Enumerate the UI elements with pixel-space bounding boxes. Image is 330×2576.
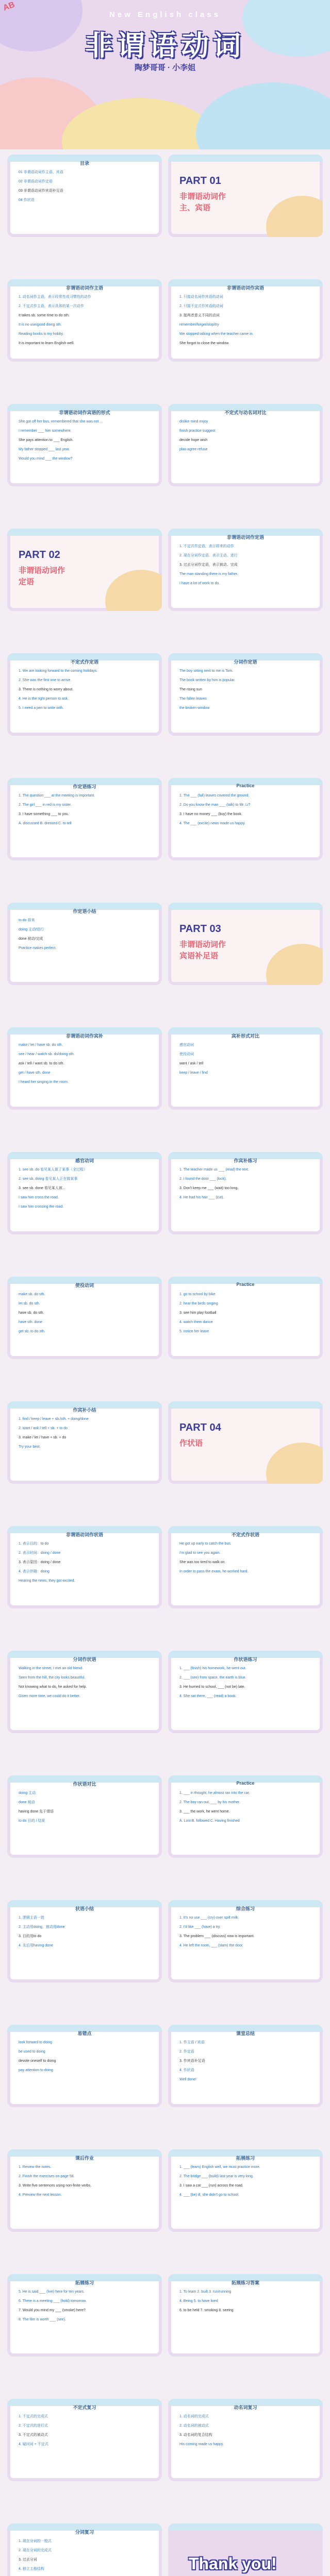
slide-text-line: 4. watch them dance xyxy=(179,1320,213,1324)
slide-text-line: 1. go to school by bike xyxy=(179,1293,216,1296)
section-title: 非谓语动词作 xyxy=(179,192,226,201)
slide-text-line: 2. She was the first one to arrive. xyxy=(19,679,72,682)
slide-heading: 作状语对比 xyxy=(73,1782,96,1787)
slide-text-line: doing 主动 xyxy=(19,1791,36,1795)
slide-text-line: 3. 过去分词作定语，表示被动、完成 xyxy=(179,563,238,567)
slide-text-line: My father stopped ___ last year. xyxy=(19,448,70,451)
slide-text-line: 3. 目的用to do xyxy=(19,1935,42,1938)
slide-top-band xyxy=(168,155,323,162)
slide-text-line: 2. 动名词的被动式 xyxy=(179,2424,209,2428)
slide-heading: 不定式作定语 xyxy=(70,659,98,665)
lesson-slide xyxy=(168,404,323,486)
lesson-slide xyxy=(168,529,323,611)
slide-top-band xyxy=(168,2523,323,2531)
slide-text-line: 2. The bridge ___ (build) last year is very long. xyxy=(179,2175,254,2178)
section-title: 非谓语动词作 xyxy=(19,566,65,575)
slide-text-line: 4. He is the right person to ask. xyxy=(19,697,69,701)
slide-text-line: It takes sb. some time to do sth. xyxy=(19,314,70,317)
lesson-slide xyxy=(7,1900,162,1982)
slide-text-line: get sb. to do sth. xyxy=(19,1330,45,1333)
section-title: 非谓语动词作 xyxy=(179,940,226,949)
slide-text-line: 3. 不定式的被动式 xyxy=(19,2433,48,2437)
slide-text-line: The book written by him is popular. xyxy=(179,679,236,682)
slide-heading: Practice xyxy=(236,1781,255,1786)
lesson-slide xyxy=(168,653,323,736)
slide-text-line: 5. notice her leave xyxy=(179,1330,209,1333)
slide-top-band xyxy=(7,529,162,536)
lesson-slide xyxy=(7,2274,162,2357)
section-part-label: PART 02 xyxy=(19,549,60,561)
slide-heading: 分词复习 xyxy=(75,2530,94,2535)
slide-text-line: 3. ___ the work, he went home. xyxy=(179,1810,230,1814)
slide-text-line: ask / tell / want sb. to do sth. xyxy=(19,1062,64,1065)
slide-text-line: He got up early to catch the bus. xyxy=(179,1542,232,1546)
slide-text-line: 1. 只接动名词作宾语的动词 xyxy=(179,295,223,299)
slide-heading: 作定语小结 xyxy=(73,909,96,914)
decor-circle xyxy=(105,570,162,611)
lesson-slide xyxy=(168,778,323,860)
slide-text-line: done 被动 xyxy=(19,1801,35,1804)
slide-text-line: 1. ___ in thought, he almost ran into the car. xyxy=(179,1791,250,1795)
slide-text-line: 2. 主动用doing，被动用done xyxy=(19,1925,65,1929)
slide-text-line: She was too tired to walk on. xyxy=(179,1561,226,1564)
slide-text-line: have sb. do sth. xyxy=(19,1311,44,1315)
slide-text-line: 2. 现在分词的完成式 xyxy=(19,2549,52,2552)
slide-text-line: 3. Don't keep me ___ (wait) too long. xyxy=(179,1187,239,1190)
slide-heading: 拓展练习 xyxy=(236,2156,255,2161)
slide-text-line: done 被动/完成 xyxy=(19,937,43,941)
slide-text-line: 1. The ___ (fall) leaves covered the ground. xyxy=(179,794,250,798)
slide-text-line: 1. The question ___ at the meeting is important. xyxy=(19,794,95,798)
slide-text-line: 2. 只接不定式作宾语的动词 xyxy=(179,304,223,308)
slide-text-line: dislike mind enjoy xyxy=(179,420,208,423)
slide-heading: 分词作状语 xyxy=(73,1657,96,1662)
slide-text-line: Well done! xyxy=(179,2078,196,2081)
slide-text-line: keep / leave / find xyxy=(179,1071,208,1075)
slide-text-line: 4. He had his hair ___ (cut). xyxy=(179,1196,224,1199)
slide-text-line: 2. hear the birds singing xyxy=(179,1302,218,1306)
lesson-slide xyxy=(7,1526,162,1608)
slide-text-line: 3. 过去分词 xyxy=(19,2558,37,2562)
slide-text-line: 8. The film is worth ___ (see). xyxy=(19,2318,67,2321)
lesson-slide xyxy=(7,2149,162,2232)
lesson-slide xyxy=(7,279,162,362)
slide-text-line: make sb. do sth. xyxy=(19,1293,45,1296)
cover-title: 非谓语动词 xyxy=(85,30,245,61)
slide-heading: 宾补形式对比 xyxy=(231,1033,259,1039)
lesson-slide xyxy=(168,1152,323,1234)
slide-text-line: 3. 作宾语补足语 xyxy=(179,2059,205,2063)
slide-text-line: 1. 动名词的完成式 xyxy=(179,2415,209,2418)
slide-text-line: In order to pass the exam, he worked hard. xyxy=(179,1570,249,1573)
slide-text-line: 4. ___ (be) ill, she didn't go to school. xyxy=(179,2193,239,2197)
slide-heading: 分词作定语 xyxy=(234,659,257,665)
slide-text-line: 2. I'd like ___ (have) a try. xyxy=(179,1925,221,1929)
slide-text-line: 1. 不定式作定语，表示将来的动作 xyxy=(179,545,234,548)
slide-text-line: 4. 疑问词 + 不定式 xyxy=(19,2443,48,2446)
slide-text-line: It is important to learn English well. xyxy=(19,342,75,345)
slide-text-line: 1. The teacher made us ___ (read) the text. xyxy=(179,1168,249,1172)
slide-text-line: 03 非谓语动词作宾语补足语 xyxy=(19,189,63,193)
slide-text-line: 6. There is a meeting ___ (hold) tomorrow. xyxy=(19,2299,87,2303)
slide-text-line: The fallen leaves xyxy=(179,697,207,701)
slide-text-line: the broken window xyxy=(179,706,210,710)
slide-text-line: Given more time, we could do it better. xyxy=(19,1694,80,1698)
slide-text-line: 4. The ___ (excite) news made us happy. xyxy=(179,822,245,825)
slide-text-line: 2. Do you know the man ___ (talk) to Mr. Li? xyxy=(179,803,251,807)
slide-text-line: Not knowing what to do, he asked for help. xyxy=(19,1685,87,1689)
slide-heading: Practice xyxy=(236,783,255,788)
slide-text-line: 2. 现在分词作定语，表示主动、进行 xyxy=(179,554,238,557)
slide-heading: 非谓语动词作状语 xyxy=(65,1532,103,1537)
section-divider-slide xyxy=(168,155,323,237)
lesson-slide xyxy=(7,1401,162,1484)
slide-text-line: 2. I found the door ___ (lock). xyxy=(179,1177,227,1181)
slide-text-line: want / ask / tell xyxy=(179,1062,204,1065)
slide-text-line: We stopped talking when the teacher came in. xyxy=(179,332,254,336)
lesson-slide xyxy=(168,2274,323,2357)
lesson-slide xyxy=(168,2025,323,2107)
lesson-slide xyxy=(7,1775,162,1858)
section-divider-slide xyxy=(7,529,162,611)
lesson-slide xyxy=(168,2149,323,2232)
slide-text-line: His coming made us happy. xyxy=(179,2443,224,2446)
lesson-slide xyxy=(168,2399,323,2481)
slide-text-line: have sth. done xyxy=(19,1320,42,1324)
slide-text-line: decide hope wish xyxy=(179,438,208,442)
lesson-slide xyxy=(168,1900,323,1982)
section-divider-slide xyxy=(168,903,323,985)
slide-text-line: 1. 表示目的：to do xyxy=(19,1542,49,1546)
slide-text-line: I heard her singing in the room. xyxy=(19,1080,69,1084)
lesson-slide xyxy=(7,653,162,736)
slide-text-line: Try your best. xyxy=(19,1445,41,1449)
slide-text-line: 5. He is said ___ (live) here for ten years. xyxy=(19,2290,85,2294)
slide-heading: 作宾补小结 xyxy=(73,1408,96,1413)
lesson-slide xyxy=(7,778,162,860)
slide-top-band xyxy=(168,1401,323,1409)
section-part-label: PART 03 xyxy=(179,923,221,935)
slide-text-line: 02 非谓语动词作定语 xyxy=(19,180,53,183)
section-title-line2: 宾语补足语 xyxy=(179,952,219,960)
slide-heading: 非谓语动词作宾语 xyxy=(226,285,264,291)
slide-text-line: 4. 作状语 xyxy=(179,2069,194,2072)
section-title-line2: 定语 xyxy=(19,578,35,586)
slide-text-line: A. discussed B. dressed C. to tell xyxy=(19,822,72,825)
slide-heading: 目录 xyxy=(79,161,89,166)
slide-text-line: 3. I saw a cat ___ (run) across the road. xyxy=(179,2184,243,2188)
slide-text-line: 1. see sb. do 看见某人做了某事（全过程） xyxy=(19,1168,88,1172)
slide-text-line: 1. Review the notes. xyxy=(19,2165,52,2169)
slide-text-line: The boy sitting next to me is Tom. xyxy=(179,669,234,673)
slide-text-line: 4. Being 5. to have lived xyxy=(179,2299,218,2303)
slide-text-line: 5. I need a pen to write with. xyxy=(19,706,64,710)
slide-heading: 感官动词 xyxy=(75,1158,94,1163)
slide-text-line: Seen from the hill, the city looks beautiful. xyxy=(19,1676,86,1680)
slide-text-line: 1. find / keep / leave + sb./sth. + doing/done xyxy=(19,1417,89,1421)
lesson-slide xyxy=(7,1277,162,1359)
slide-text-line: 1. ___ (finish) his homework, he went out. xyxy=(179,1667,246,1670)
slide-text-line: 3. see him play football xyxy=(179,1311,217,1315)
slide-text-line: look forward to doing xyxy=(19,2041,52,2044)
slide-text-line: 2. want / ask / tell + sb. + to do xyxy=(19,1427,68,1430)
slide-heading: 课后作业 xyxy=(75,2156,94,2161)
slide-text-line: 1. 不定式的完成式 xyxy=(19,2415,48,2418)
slide-heading: 拓展练习 xyxy=(75,2280,94,2285)
lesson-slide xyxy=(7,404,162,486)
slide-text-line: 2. The girl ___ in red is my sister. xyxy=(19,803,72,807)
slide-text-line: A. Lost B. followed C. Having finished xyxy=(179,1819,240,1823)
slide-text-line: 2. Finish the exercises on page 58. xyxy=(19,2175,75,2178)
slide-text-line: 4. She sat there, ___ (read) a book. xyxy=(179,1694,237,1698)
cover-slide xyxy=(0,0,330,149)
slide-heading: 不定式复习 xyxy=(73,2405,96,2410)
slide-text-line: 1. 作主语 / 宾语 xyxy=(179,2041,205,2044)
section-part-label: PART 04 xyxy=(179,1422,221,1433)
slide-text-line: 4. He left the room, ___ (slam) the door. xyxy=(179,1944,243,1947)
lesson-slide xyxy=(7,1651,162,1733)
slide-text-line: finish practice suggest xyxy=(179,429,216,433)
slide-text-line: 3. Write five sentences using non-finite verbs. xyxy=(19,2184,92,2188)
slide-heading: 易错点 xyxy=(77,2031,92,2036)
slide-heading: 不定式与动名词对比 xyxy=(224,410,267,415)
slide-text-line: I remember ___ him somewhere. xyxy=(19,429,72,433)
lesson-slide xyxy=(168,2523,323,2576)
slide-heading: 非谓语动词作宾语的形式 xyxy=(59,410,110,415)
cover-author: 陶梦哥哥 · 小李姐 xyxy=(134,63,196,72)
slide-text-line: I have a lot of work to do. xyxy=(179,582,220,585)
cover-badge: AB xyxy=(2,0,16,13)
slide-text-line: The rising sun xyxy=(179,688,202,691)
slide-text-line: 2. see sb. doing 看见某人正在做某事 xyxy=(19,1177,78,1181)
slide-text-line: 1. To learn 2. built 3. run/running xyxy=(179,2290,232,2294)
slide-text-line: 2. 不定式作主语，表示具体的某一次动作 xyxy=(19,304,84,308)
slide-heading: 拓展练习答案 xyxy=(231,2280,259,2285)
slide-text-line: The man standing there is my father. xyxy=(179,572,238,576)
decor-circle xyxy=(266,1443,323,1484)
slide-heading: 课堂总结 xyxy=(236,2031,255,2036)
slide-text-line: 6. to be held 7. smoking 8. seeing xyxy=(179,2309,234,2312)
slide-heading: 作定语练习 xyxy=(73,784,96,789)
lesson-slide xyxy=(168,279,323,362)
lesson-slide xyxy=(7,1152,162,1234)
section-title: 作状语 xyxy=(179,1439,203,1448)
lesson-slide xyxy=(7,2025,162,2107)
slide-text-line: 感官动词 xyxy=(179,1043,194,1047)
slide-text-line: Hearing the news, they got excited. xyxy=(19,1579,75,1583)
slide-heading: 非谓语动词作宾补 xyxy=(65,1033,103,1039)
slide-text-line: 4. 独立主格结构 xyxy=(19,2567,44,2571)
slide-text-line: 3. He hurried to school, ___ (not be) late. xyxy=(179,1685,245,1689)
slide-text-line: Practice makes perfect. xyxy=(19,946,57,950)
slide-text-line: 3. The problem ___ (discuss) now is important. xyxy=(179,1935,255,1938)
slide-text-line: 3. 接两者意义不同的动词 xyxy=(179,314,220,317)
slide-text-line: Reading books is my hobby. xyxy=(19,332,64,336)
slide-text-line: 2. 表示时间：doing / done xyxy=(19,1551,61,1555)
slide-heading: 综合练习 xyxy=(236,1906,255,1911)
section-part-label: PART 01 xyxy=(179,175,221,187)
slide-text-line: plan agree refuse xyxy=(179,448,208,451)
cover-subtitle: New English class xyxy=(109,10,221,19)
slide-text-line: I saw him cross the road. xyxy=(19,1196,59,1199)
slide-heading: 动名词复习 xyxy=(234,2405,257,2410)
slide-text-line: to do 目的 / 结果 xyxy=(19,1819,45,1823)
lesson-slide xyxy=(7,2523,162,2576)
slide-text-line: remember/forget/stop/try xyxy=(179,323,219,327)
decor-circle xyxy=(266,944,323,985)
lesson-slide xyxy=(7,1027,162,1110)
lesson-slide xyxy=(168,1651,323,1733)
slide-text-line: be used to doing xyxy=(19,2050,45,2054)
lesson-slide xyxy=(7,2399,162,2481)
slide-text-line: 3. 动名词的复合结构 xyxy=(179,2433,212,2437)
slide-text-line: 1. 现在分词的一般式 xyxy=(19,2539,52,2543)
slide-text-line: I saw him crossing the road. xyxy=(19,1205,64,1209)
slide-text-line: see / hear / watch sb. do/doing sth. xyxy=(19,1053,75,1056)
slide-text-line: 01 非谓语动词作主语、宾语 xyxy=(19,171,63,174)
slide-text-line: devote oneself to doing xyxy=(19,2059,56,2063)
slide-text-line: 1. 动名词作主语，表示经常性或习惯性的动作 xyxy=(19,295,91,299)
decor-circle xyxy=(266,196,323,237)
lesson-slide xyxy=(7,155,162,237)
slide-heading: 作宾补练习 xyxy=(234,1158,257,1163)
slide-text-line: I'm glad to see you again. xyxy=(179,1551,221,1555)
lesson-slide xyxy=(7,903,162,985)
slide-text-line: Walking in the street, I met an old friend. xyxy=(19,1667,84,1670)
slide-heading: 非谓语动词作定语 xyxy=(226,535,264,540)
slide-text-line: 使役动词 xyxy=(179,1053,194,1056)
slide-text-line: 4. 先后用having done xyxy=(19,1944,53,1947)
lesson-slide xyxy=(168,1775,323,1858)
slide-text-line: make / let / have sb. do sth. xyxy=(19,1043,63,1047)
slide-text-line: 1. ___ (learn) English well, we must practice more. xyxy=(179,2165,260,2169)
slide-text-line: let sb. do sth. xyxy=(19,1302,40,1306)
slide-text-line: 2. 不定式的进行式 xyxy=(19,2424,48,2428)
slide-text-line: 2. The boy ran out, ___ by his mother. xyxy=(179,1801,240,1804)
slide-text-line: 04 作状语 xyxy=(19,198,35,202)
lesson-slide xyxy=(168,1277,323,1359)
slide-text-line: 3. There is nothing to worry about. xyxy=(19,688,74,691)
slide-text-line: She forgot to close the window. xyxy=(179,342,229,345)
slide-text-line: Would you mind ___ the window? xyxy=(19,457,73,461)
slide-text-line: 7. Would you mind my ___ (smoke) here? xyxy=(19,2309,86,2312)
slide-text-line: 3. make / let / have + sb. + do xyxy=(19,1436,67,1439)
slide-top-band xyxy=(168,903,323,910)
slide-text-line: pay attention to doing xyxy=(19,2069,53,2072)
slide-heading: 使役动词 xyxy=(75,1283,94,1288)
slide-text-line: 4. Preview the next lesson. xyxy=(19,2193,62,2197)
thank-you-text: Thank you! xyxy=(189,2554,277,2573)
slide-text-line: 2. ___ (see) from space, the earth is blue. xyxy=(179,1676,246,1680)
lesson-slide xyxy=(168,1027,323,1110)
slide-text-line: to do 将来 xyxy=(19,919,35,922)
decor-blob xyxy=(196,82,330,149)
slide-text-line: 3. I have no money ___ (buy) the book. xyxy=(179,812,242,816)
slide-text-line: having done 先于谓语 xyxy=(19,1810,54,1814)
slide-text-line: She got off her bus, remembered that she was not ... xyxy=(19,420,103,423)
lesson-slide xyxy=(168,1526,323,1608)
slide-text-line: 1. 逻辑主语一致 xyxy=(19,1916,44,1920)
slide-heading: 状语小结 xyxy=(75,1906,94,1911)
slide-text-line: 1. It's no use ___ (cry) over spilt milk. xyxy=(179,1916,239,1920)
slide-heading: 作状语练习 xyxy=(234,1657,257,1662)
section-divider-slide xyxy=(168,1401,323,1484)
slide-text-line: doing 主动/进行 xyxy=(19,928,44,931)
slide-text-line: 3. I have something ___ to you. xyxy=(19,812,69,816)
slide-text-line: She pays attention to ___ English. xyxy=(19,438,74,442)
slide-text-line: 1. We are looking forward to the coming holidays. xyxy=(19,669,98,673)
slide-heading: Practice xyxy=(236,1282,255,1287)
slide-text-line: 4. 表示伴随：doing xyxy=(19,1570,50,1573)
slide-text-line: 2. 作定语 xyxy=(179,2050,194,2054)
slide-heading: 非谓语动词作主语 xyxy=(65,285,103,291)
slide-text-line: get / have sth. done xyxy=(19,1071,51,1075)
slide-text-line: 3. 表示原因：doing / done xyxy=(19,1561,61,1564)
slide-text-line: It is no use/good doing sth. xyxy=(19,323,62,327)
section-title-line2: 主、宾语 xyxy=(179,204,211,212)
slide-text-line: 3. see sb. done 看见某人被... xyxy=(19,1187,65,1190)
slide-heading: 不定式作状语 xyxy=(231,1532,259,1537)
